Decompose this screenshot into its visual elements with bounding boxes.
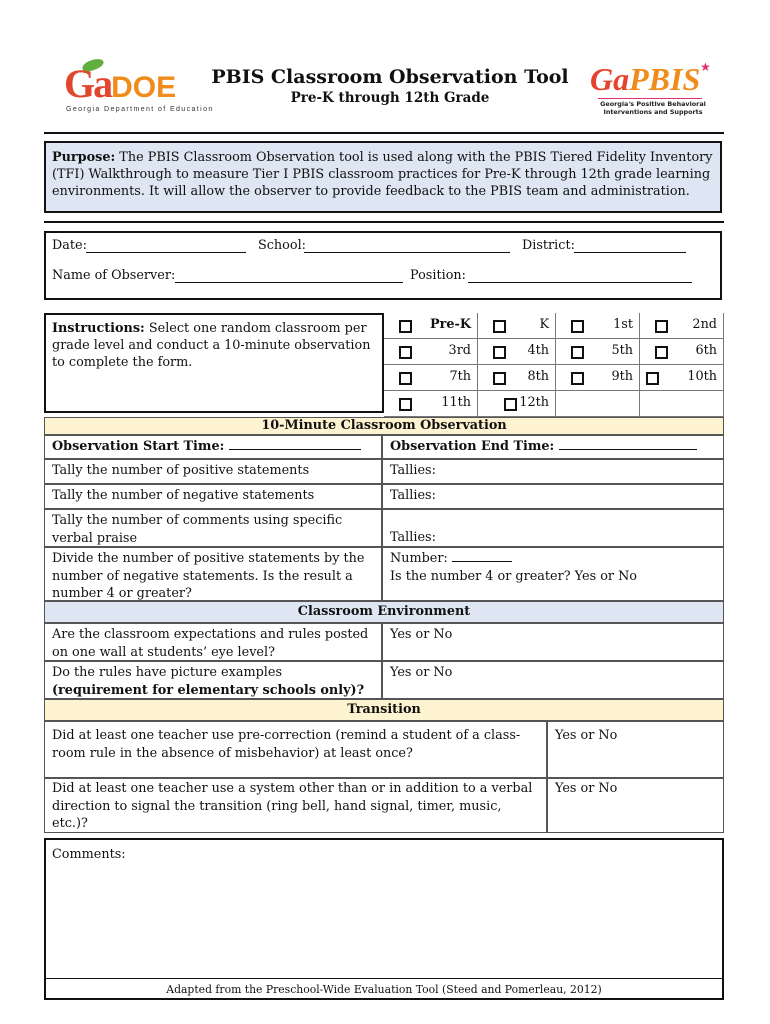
grade-option[interactable]: 10th xyxy=(640,365,724,391)
negative-statements-answer[interactable]: Tallies: xyxy=(382,484,724,509)
grade-option[interactable]: 6th xyxy=(640,339,724,365)
checkbox-icon[interactable] xyxy=(399,398,412,411)
checkbox-icon[interactable] xyxy=(493,320,506,333)
grade-checkbox-grid xyxy=(384,313,724,417)
ratio-yes-no[interactable]: Is the number 4 or greater? Yes or No xyxy=(390,568,637,584)
comments-label: Comments: xyxy=(52,847,126,862)
district-label: District: xyxy=(522,238,575,253)
page-subtitle: Pre-K through 12th Grade xyxy=(290,90,490,106)
grade-option[interactable]: 9th xyxy=(556,365,640,391)
checkbox-icon[interactable] xyxy=(504,398,517,411)
positive-statements-question: Tally the number of positive statements xyxy=(44,459,382,484)
transition-signal-question: Did at least one teacher use a system other than or in addition to a verbal direction to signal the transition (ring bell, hand signal, timer, music, etc.)? xyxy=(44,778,547,833)
rules-posted-answer[interactable]: Yes or No xyxy=(382,623,724,661)
grade-option[interactable]: 1st xyxy=(556,313,640,339)
environment-heading: Classroom Environment xyxy=(44,601,724,623)
school-field[interactable] xyxy=(304,239,510,253)
instructions-text: Select one random classroom per grade level and conduct a 10-minute observation to complete the form. xyxy=(52,321,371,370)
verbal-praise-answer[interactable]: Tallies: xyxy=(382,509,724,547)
grade-option[interactable]: 4th xyxy=(478,339,556,365)
date-label: Date: xyxy=(52,238,87,253)
checkbox-icon[interactable] xyxy=(571,372,584,385)
checkbox-icon[interactable] xyxy=(493,372,506,385)
grade-option[interactable]: 2nd xyxy=(640,313,724,339)
position-label: Position: xyxy=(410,268,466,283)
observer-label: Name of Observer: xyxy=(52,268,176,283)
checkbox-icon[interactable] xyxy=(571,346,584,359)
transition-signal-answer[interactable]: Yes or No xyxy=(547,778,724,833)
pre-correction-question: Did at least one teacher use pre-correction (remind a student of a class-room rule in the absence of misbehavior) at least once? xyxy=(44,721,547,778)
negative-statements-question: Tally the number of negative statements xyxy=(44,484,382,509)
grade-option[interactable]: Pre-K xyxy=(384,313,478,339)
footer-credit: Adapted from the Preschool-Wide Evaluation Tool (Steed and Pomerleau, 2012) xyxy=(166,983,602,996)
checkbox-icon[interactable] xyxy=(399,320,412,333)
footer-divider xyxy=(46,978,722,979)
transition-heading: Transition xyxy=(44,699,724,721)
ratio-answer[interactable] xyxy=(382,547,724,601)
position-field[interactable] xyxy=(468,269,692,283)
gadoe-logo xyxy=(62,58,214,116)
grade-empty-cell xyxy=(640,391,724,417)
purpose-box xyxy=(44,141,722,213)
pre-correction-answer[interactable]: Yes or No xyxy=(547,721,724,778)
gadoe-logo-subtext: Georgia Department of Education xyxy=(66,106,214,113)
district-field[interactable] xyxy=(574,239,686,253)
checkbox-icon[interactable] xyxy=(399,346,412,359)
observation-heading: 10-Minute Classroom Observation xyxy=(44,417,724,435)
gapbis-logo xyxy=(590,60,714,118)
grade-option[interactable]: 7th xyxy=(384,365,478,391)
picture-examples-question: Do the rules have picture examples (requirement for elementary schools only)? xyxy=(44,661,382,699)
comments-box[interactable] xyxy=(44,838,724,1000)
grade-option[interactable]: 3rd xyxy=(384,339,478,365)
grade-empty-cell xyxy=(556,391,640,417)
end-time-field[interactable] xyxy=(559,438,697,450)
purpose-text: The PBIS Classroom Observation tool is used along with the PBIS Tiered Fidelity Inventory (TFI) Walkthrough to measure Tier I PBIS classroom practices for Pre-K through 12th grade learning environments. It will allow the observer to provide feedback to the PBIS team and administration. xyxy=(52,150,713,199)
gapbis-logo-letters: GaPBIS xyxy=(590,61,701,97)
date-field[interactable] xyxy=(86,239,246,253)
grade-option[interactable]: 8th xyxy=(478,365,556,391)
gapbis-logo-subtext: Georgia's Positive Behavioral Interventions and Supports xyxy=(600,100,706,116)
grade-option[interactable]: 5th xyxy=(556,339,640,365)
picture-examples-answer[interactable]: Yes or No xyxy=(382,661,724,699)
checkbox-icon[interactable] xyxy=(655,346,668,359)
instructions-label: Instructions: xyxy=(52,321,145,336)
checkbox-icon[interactable] xyxy=(655,320,668,333)
grade-option[interactable]: 12th xyxy=(478,391,556,417)
school-label: School: xyxy=(258,238,306,253)
logo-divider xyxy=(598,98,702,99)
checkbox-icon[interactable] xyxy=(399,372,412,385)
header-divider xyxy=(44,132,724,134)
star-icon: ★ xyxy=(700,60,711,74)
rules-posted-question: Are the classroom expectations and rules posted on one wall at students’ eye level? xyxy=(44,623,382,661)
start-time-field[interactable] xyxy=(229,438,361,450)
gadoe-logo-letters: GaDOE xyxy=(64,61,177,106)
observer-field[interactable] xyxy=(175,269,403,283)
verbal-praise-question: Tally the number of comments using specific verbal praise xyxy=(44,509,382,547)
grade-option[interactable]: 11th xyxy=(384,391,478,417)
info-box xyxy=(44,231,722,300)
end-time-cell[interactable]: Observation End Time: xyxy=(382,435,724,459)
page-title: PBIS Classroom Observation Tool xyxy=(211,66,569,88)
purpose-label: Purpose: xyxy=(52,150,116,165)
grade-option[interactable]: K xyxy=(478,313,556,339)
checkbox-icon[interactable] xyxy=(646,372,659,385)
positive-statements-answer[interactable]: Tallies: xyxy=(382,459,724,484)
section-divider xyxy=(44,221,724,223)
ratio-question: Divide the number of positive statements by the number of negative statements. Is the result a number 4 or greater? xyxy=(44,547,382,601)
instructions-box xyxy=(44,313,384,413)
checkbox-icon[interactable] xyxy=(493,346,506,359)
number-label: Number: xyxy=(390,551,452,566)
checkbox-icon[interactable] xyxy=(571,320,584,333)
start-time-cell[interactable]: Observation Start Time: xyxy=(44,435,382,459)
number-field[interactable] xyxy=(452,550,512,562)
